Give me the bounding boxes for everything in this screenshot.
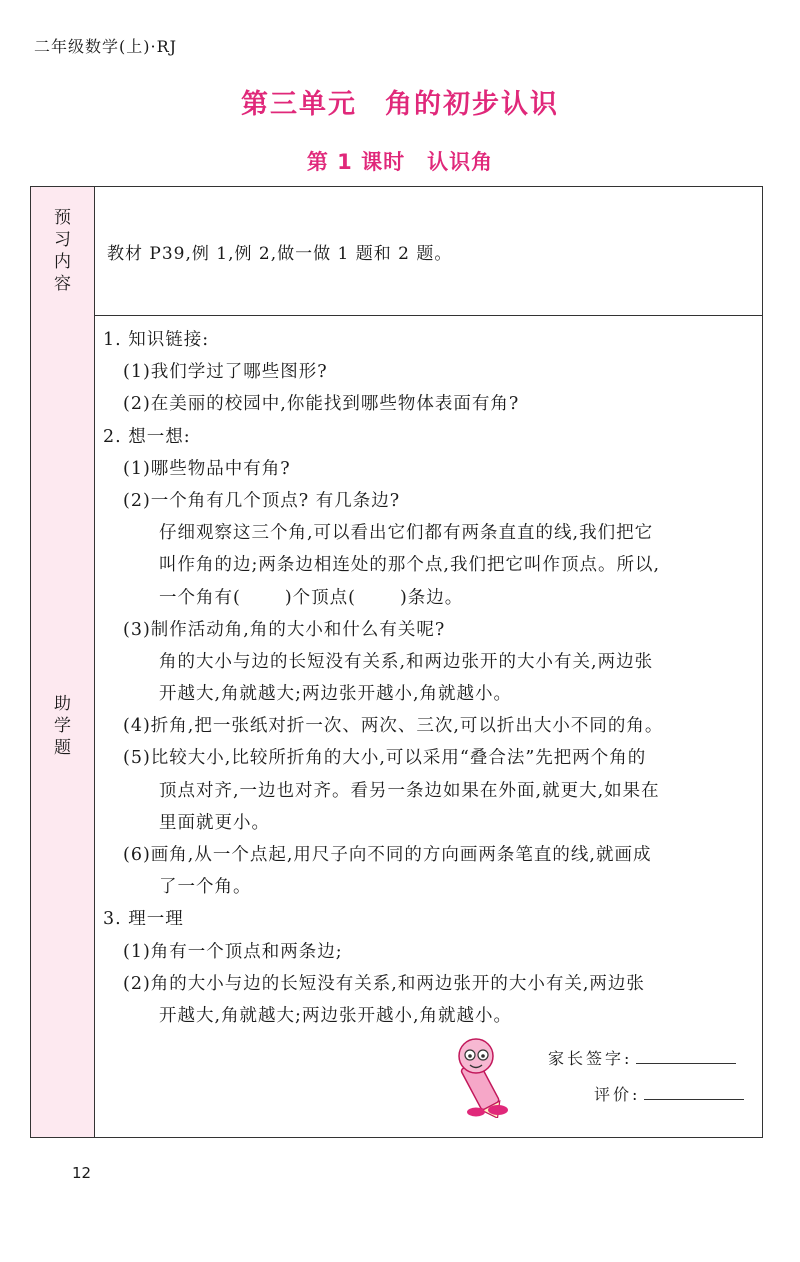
section-heading: 1. 知识链接: xyxy=(103,330,210,350)
parent-signature-input[interactable] xyxy=(636,1047,736,1064)
explanation-line: 开越大,角就越大;两边张开越小,角就越小。 xyxy=(159,684,513,705)
pencil-mascot-icon xyxy=(440,1034,530,1118)
study-content xyxy=(103,324,753,1032)
section-heading: 2. 想一想: xyxy=(103,426,191,447)
book-header: 二年级数学(上)·RJ xyxy=(34,37,178,56)
lesson-title xyxy=(0,146,800,176)
question-line: (2)在美丽的校园中,你能找到哪些物体表面有角? xyxy=(123,394,520,415)
parent-signature-field xyxy=(548,1046,736,1069)
question-line: (1)哪些物品中有角? xyxy=(123,458,291,479)
explanation-line: 角的大小与边的长短没有关系,和两边张开的大小有关,两边张 xyxy=(159,651,654,672)
unit-title xyxy=(0,82,800,121)
section-heading: 3. 理一理 xyxy=(103,909,184,930)
preview-content: 教材 P39,例 1,例 2,做一做 1 题和 2 题。 xyxy=(107,244,453,264)
question-line: (1)我们学过了哪些图形? xyxy=(123,362,328,383)
preview-label-cell xyxy=(31,187,95,315)
summary-line: (1)角有一个顶点和两条边; xyxy=(123,941,343,962)
explanation-line: 顶点对齐,一边也对齐。看另一条边如果在外面,就更大,如果在 xyxy=(159,780,660,801)
explanation-line: 叫作角的边;两条边相连处的那个点,我们把它叫作顶点。所以, xyxy=(159,555,661,576)
parent-signature-label: 家长签字: xyxy=(548,1049,633,1068)
question-line: (5)比较大小,比较所折角的大小,可以采用“叠合法”先把两个角的 xyxy=(123,748,647,769)
preview-label: 预习内容 xyxy=(54,208,71,294)
lesson-number: 第 1 课时 xyxy=(306,150,406,174)
evaluation-input[interactable] xyxy=(644,1083,744,1100)
unit-name: 角的初步认识 xyxy=(385,89,559,120)
fill-text-c: )条边。 xyxy=(399,587,464,608)
question-line: (2)一个角有几个顶点? 有几条边? xyxy=(123,490,401,511)
unit-number: 第三单元 xyxy=(241,89,357,120)
summary-line: (2)角的大小与边的长短没有关系,和两边张开的大小有关,两边张 xyxy=(123,973,645,994)
fill-blank-line xyxy=(103,582,753,614)
explanation-line: 了一个角。 xyxy=(159,877,252,898)
question-line: (6)画角,从一个点起,用尺子向不同的方向画两条笔直的线,就画成 xyxy=(123,845,652,865)
fill-text-a: 一个角有( xyxy=(159,587,241,608)
question-line: (4)折角,把一张纸对折一次、两次、三次,可以折出大小不同的角。 xyxy=(123,716,664,737)
page-number: 12 xyxy=(72,1164,92,1182)
study-label-cell xyxy=(31,315,95,1137)
evaluation-field xyxy=(594,1082,744,1105)
summary-line: 开越大,角就越大;两边张开越小,角就越小。 xyxy=(159,1005,513,1026)
evaluation-label: 评价: xyxy=(594,1085,641,1104)
explanation-line: 里面就更小。 xyxy=(159,812,270,833)
explanation-line: 仔细观察这三个角,可以看出它们都有两条直直的线,我们把它 xyxy=(159,523,654,544)
lesson-name: 认识角 xyxy=(427,150,494,174)
row-divider xyxy=(31,315,762,316)
question-line: (3)制作活动角,角的大小和什么有关呢? xyxy=(123,619,446,640)
fill-text-b: )个顶点( xyxy=(284,587,356,608)
study-label: 助学题 xyxy=(54,694,71,758)
worksheet-table xyxy=(30,186,763,1138)
